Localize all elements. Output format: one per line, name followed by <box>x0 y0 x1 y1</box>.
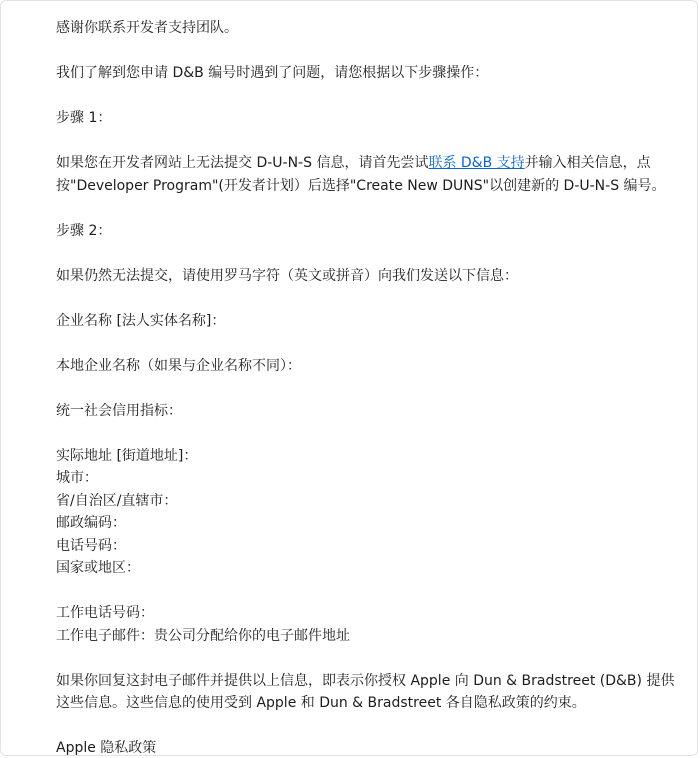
step2-intro: 如果仍然无法提交，请使用罗马字符（英文或拼音）向我们发送以下信息： <box>56 267 518 284</box>
step1-heading: 步骤 1： <box>56 110 112 126</box>
field-phone: 电话号码： <box>56 537 126 554</box>
field-work-phone: 工作电话号码： <box>56 605 154 621</box>
field-local-company-name: 本地企业名称（如果与企业名称不同）： <box>56 357 301 374</box>
step1-line1-post: 并输入相关信息，点 <box>524 155 651 171</box>
privacy-policy-label: Apple 隐私政策 <box>56 740 157 756</box>
field-street-address: 实际地址 [街道地址]： <box>56 447 198 464</box>
field-company-name: 企业名称 [法人实体名称]： <box>56 312 226 329</box>
step2-heading: 步骤 2： <box>56 222 112 239</box>
field-country: 国家或地区： <box>56 560 140 576</box>
greeting: 感谢你联系开发者支持团队。 <box>56 20 238 36</box>
consent-line2: 这些信息。这些信息的使用受到 Apple 和 Dun & Bradstreet 各自隐私政策的约束。 <box>56 695 586 711</box>
work-fields <box>56 602 666 647</box>
consent-paragraph <box>56 670 675 715</box>
contact-dnb-support-link[interactable]: 联系 D&B 支持 <box>428 155 525 171</box>
step1-line1-pre: 如果您在开发者网站上无法提交 D-U-N-S 信息，请首先尝试 <box>56 155 429 171</box>
field-work-email: 工作电子邮件：贵公司分配给你的电子邮件地址 <box>56 627 350 644</box>
field-city: 城市： <box>56 470 98 486</box>
step1-paragraph <box>56 152 666 197</box>
intro-paragraph: 我们了解到您申请 D&B 编号时遇到了问题，请您根据以下步骤操作： <box>56 65 489 81</box>
field-province: 省/自治区/直辖市： <box>56 492 178 509</box>
consent-line1: 如果你回复这封电子邮件并提供以上信息，即表示你授权 Apple 向 Dun & Bradstreet (D&B) 提供 <box>56 672 675 689</box>
email-body <box>56 17 675 756</box>
field-credit-code: 统一社会信用指标： <box>56 402 182 419</box>
field-postal-code: 邮政编码： <box>56 515 126 531</box>
address-fields <box>56 445 666 580</box>
step1-line2: 按"Developer Program"(开发者计划）后选择"Create New DUNS"以创建新的 D-U-N-S 编号。 <box>56 177 666 194</box>
step1-line1 <box>56 152 666 175</box>
